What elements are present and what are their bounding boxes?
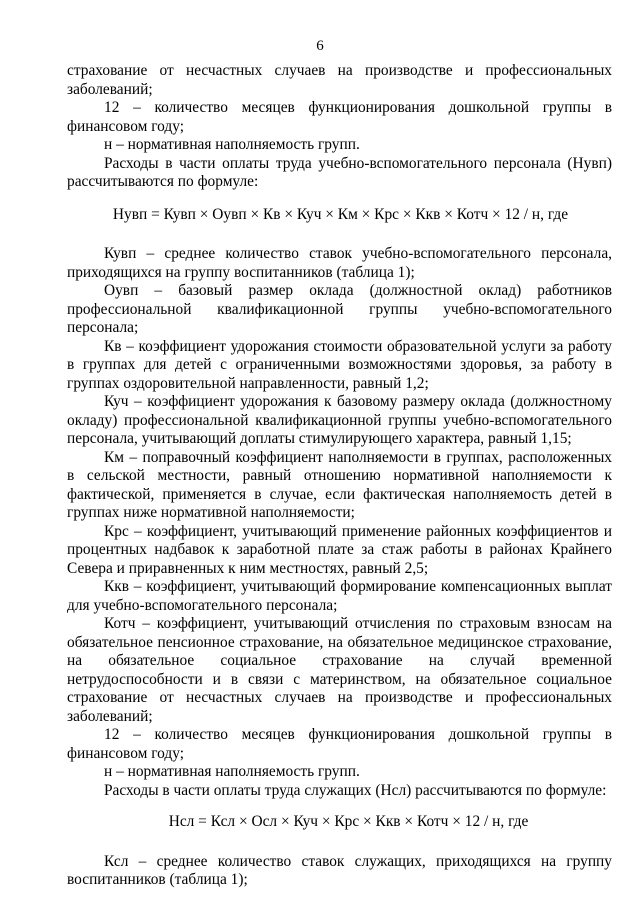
paragraph-employees-intro: Расходы в части оплаты труда служащих (Нсл) рассчитываются по формуле:	[104, 781, 607, 799]
paragraph-kuch-definition: Куч – коэффициент удорожания к базовому размеру оклада (должностному окладу) профессиональной квалификационной группы учебно-вспомогательного персонала, учитывающий доплаты стимулирующего характера, равный 1,15;	[67, 393, 612, 447]
paragraph-km-definition: Км – поправочный коэффициент наполняемости в группах, расположенных в сельской местности, равный отношению нормативной наполняемости к фактической, применяется в случае, если фактическая наполняемость детей в группах ниже нормативной наполняемости;	[67, 448, 612, 521]
paragraph-occupancy-definition: н – нормативная наполняемость групп.	[104, 136, 360, 153]
paragraph-months-definition-2: 12 – количество месяцев функционирования дошкольной группы в финансовом году;	[67, 726, 612, 762]
paragraph-occupancy-definition-2: н – нормативная наполняемость групп.	[104, 763, 360, 780]
paragraph-kv-definition: Кв – коэффициент удорожания стоимости образовательной услуги за работу в группах для детей с ограниченными возможностями здоровья, за работу в группах оздоровительной направленности, равный 1,2;	[67, 337, 612, 392]
document-body	[67, 62, 612, 890]
formula-employees: Нсл = Ксл × Осл × Куч × Крс × Ккв × Котч × 12 / н, где	[168, 813, 529, 830]
formula-support-staff: Нувп = Кувп × Оувп × Кв × Куч × Км × Крс × Ккв × Котч × 12 / н, где	[112, 205, 569, 223]
paragraph-support-staff-intro: Расходы в части оплаты труда учебно-вспомогательного персонала (Нувп) рассчитываются по формуле:	[67, 154, 612, 190]
paragraph-continuation: страхование от несчастных случаев на производстве и профессиональных заболеваний;	[67, 62, 612, 98]
paragraph-months-definition: 12 – количество месяцев функционирования дошкольной группы в финансовом году;	[67, 99, 612, 135]
paragraph-kotch-definition: Котч – коэффициент, учитывающий отчисления по страховым взносам на обязательное пенсионное страхование, на обязательное медицинское страхование, на обязательное социальное страхование на случай временной нетрудоспособности и в связи с материнством, на обязательное социальное страхование от несчастных случаев на производстве и профессиональных заболеваний;	[67, 615, 612, 725]
page-number: 6	[316, 38, 324, 54]
paragraph-ksl-definition: Ксл – среднее количество ставок служащих, приходящихся на группу воспитанников (таблица 1);	[67, 852, 612, 888]
paragraph-krs-definition: Крс – коэффициент, учитывающий применение районных коэффициентов и процентных надбавок к заработной плате за стаж работы в районах Крайнего Севера и приравненных к ним местностях, равный 2,5;	[67, 522, 612, 577]
paragraph-kkv-definition: Ккв – коэффициент, учитывающий формирование компенсационных выплат для учебно-вспомогательного персонала;	[67, 578, 612, 614]
paragraph-kuvp-definition: Кувп – среднее количество ставок учебно-вспомогательного персонала, приходящихся на группу воспитанников (таблица 1);	[67, 245, 612, 281]
paragraph-ouvp-definition: Оувп – базовый размер оклада (должностной оклад) работников профессиональной квалификационной группы учебно-вспомогательного персонала;	[67, 282, 612, 336]
